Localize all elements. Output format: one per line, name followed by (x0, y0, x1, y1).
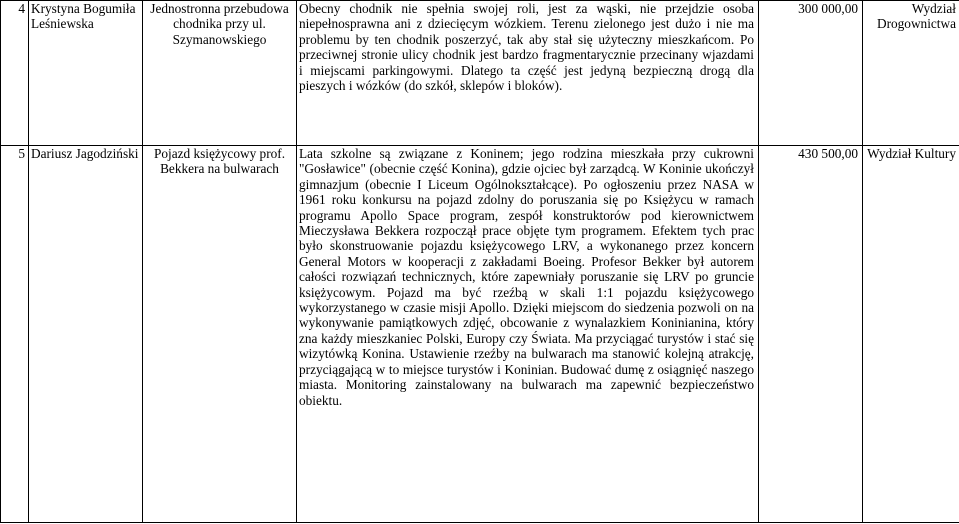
description-cell: Obecny chodnik nie spełnia swojej roli, jest za wąski, nie przejdzie osoba niepełnosprawna ani z dziecięcym wózkiem. Terenu zielonego jest dużo i nie ma problemu by ten chodnik poszerzyć, tak aby stał się użyteczny mieszkańcom. Po przeciwnej stronie ulicy chodnik jest bardzo fragmentarycznie przecinany wjazdami i miejscami parkingowymi. Dlatego ta część jest jedyną bezpieczną drogą dla pieszych i wózków (do szkół, sklepów i bloków). (297, 1, 759, 146)
description-cell: Lata szkolne są związane z Koninem; jego rodzina mieszkała przy cukrowni "Gosławice" (obecnie część Konina), gdzie ojciec był zarządcą. W Koninie ukończył gimnazjum (obecnie I Liceum Ogólnokształcące). Po ogłoszeniu przez NASA w 1961 roku konkursu na pojazd zdolny do poruszania się po Księżycu w ramach programu Apollo Space program, zespół konstruktorów pod kierownictwem Mieczysława Bekkera rozpoczął prace objęte tym programem. Efektem tych prac było skonstruowanie pojazdu księżycowego LRV, a wykonanego przez koncern General Motors w kooperacji z zakładami Boeing. Profesor Bekker był autorem całości rozwiązań technicznych, które zapewniały poruszanie się LRV po gruncie księżycowym. Pojazd ma być rzeźbą w skali 1:1 pojazdu księżycowego wykorzystanego w czasie misji Apollo. Dzięki miejscom do siedzenia pozwoli on na wykonywanie pamiątkowych zdjęć, obcowanie z wynalazkiem Koninianina, który zna każdy mieszkaniec Polski, Europy czy Świata. Ma przyciągać turystów i stać się wizytówką Konina. Ustawienie rzeźby na bulwarach ma stanowić kolejną atrakcję, przyciągającą w to miejsce turystów i Koninian. Budować dumę z osiągnięć naszego miasta. Monitoring zainstalowany na bulwarach ma zapewnić bezpieczeństwo obiektu. (297, 146, 759, 523)
row-number: 4 (1, 1, 29, 146)
amount-cell: 300 000,00 (759, 1, 863, 146)
project-title-cell: Jednostronna przebudowa chodnika przy ul. Szymanowskiego (143, 1, 297, 146)
author-cell: Krystyna Bogumiła Leśniewska (29, 1, 143, 146)
table-row (1, 146, 959, 523)
project-title-cell: Pojazd księżycowy prof. Bekkera na bulwarach (143, 146, 297, 523)
row-number: 5 (1, 146, 29, 523)
department-cell: Wydział Kultury (863, 146, 959, 523)
amount-cell: 430 500,00 (759, 146, 863, 523)
table-row (1, 1, 959, 146)
department-cell: Wydział Drogownictwa (863, 1, 959, 146)
author-cell: Dariusz Jagodziński (29, 146, 143, 523)
